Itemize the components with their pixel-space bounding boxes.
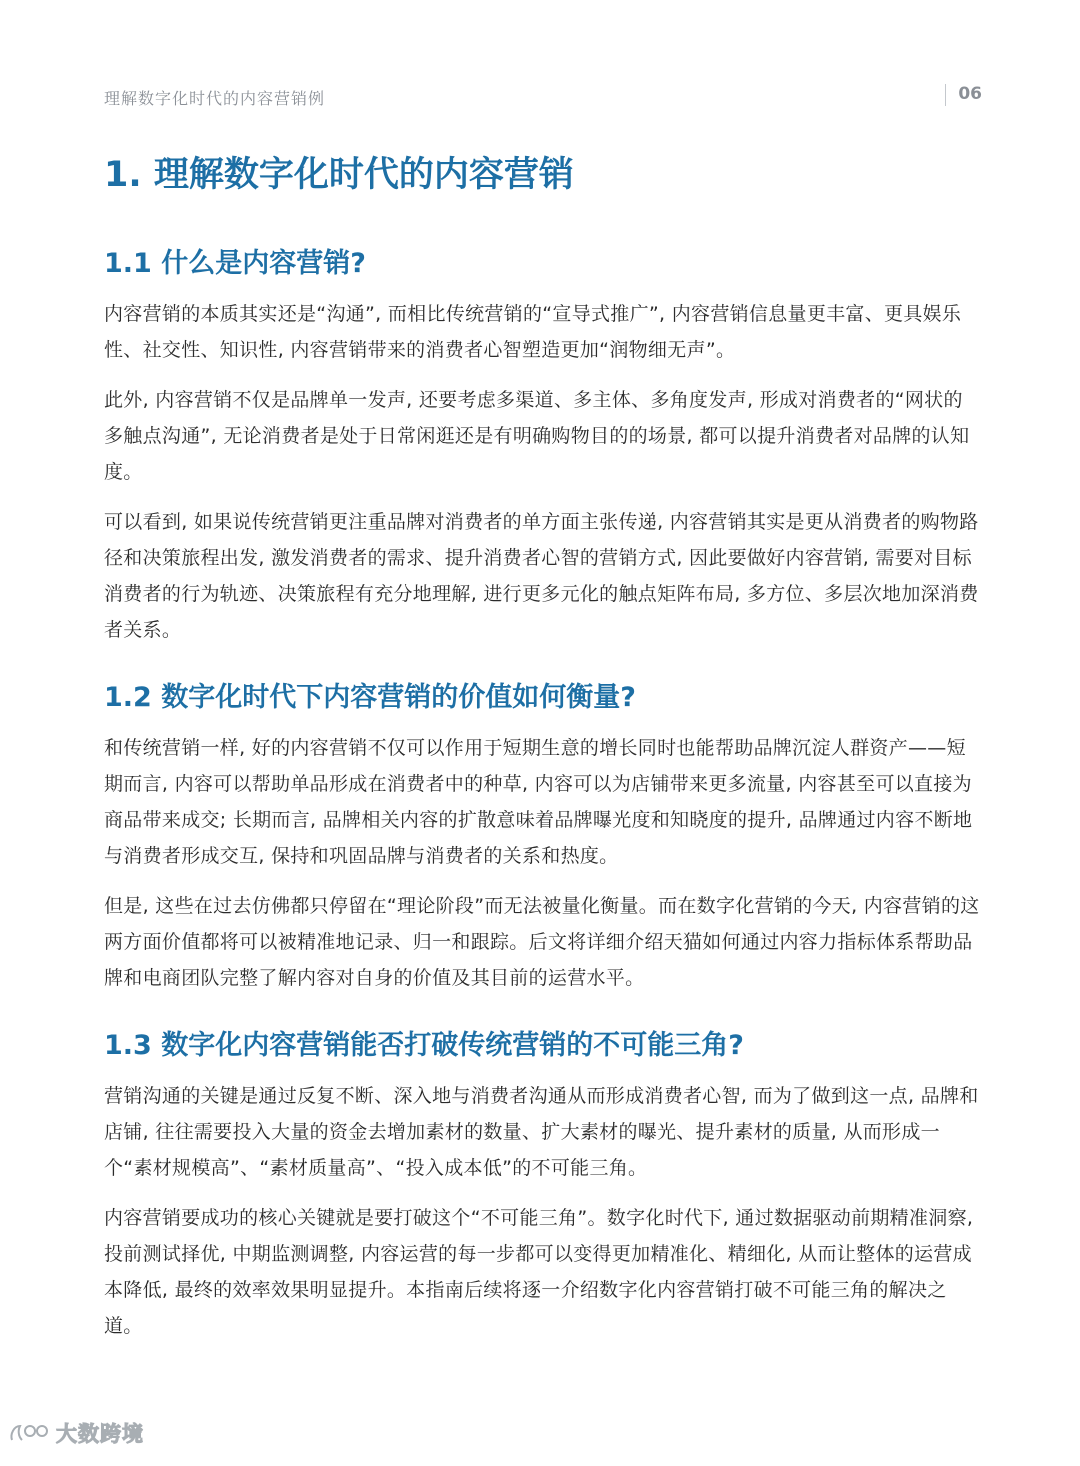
header-divider bbox=[945, 84, 946, 106]
section-heading: 1.3 数字化内容营销能否打破传统营销的不可能三角? bbox=[104, 1030, 744, 1061]
page-number: 06 bbox=[958, 84, 982, 104]
paragraph: 内容营销要成功的核心关键就是要打破这个“不可能三角”。数字化时代下, 通过数据驱动前期精准洞察, 投前测试择优, 中期监测调整, 内容运营的每一步都可以变得更加精准化、精细化, 从而让整体的运营成本降低, 最终的效率效果明显提升。本指南后续将逐一介绍数字化内容营销打破不可能三角的解决之道。 bbox=[104, 1207, 974, 1337]
section-heading: 1.2 数字化时代下内容营销的价值如何衡量? bbox=[104, 682, 636, 713]
section-1-1 bbox=[104, 244, 980, 648]
section-1-2 bbox=[104, 678, 980, 996]
paragraph: 此外, 内容营销不仅是品牌单一发声, 还要考虑多渠道、多主体、多角度发声, 形成对消费者的“网状的多触点沟通”, 无论消费者是处于日常闲逛还是有明确购物目的的场景, 都可以提升消费者对品牌的认知度。 bbox=[104, 389, 970, 483]
paragraph: 可以看到, 如果说传统营销更注重品牌对消费者的单方面主张传递, 内容营销其实是更从消费者的购物路径和决策旅程出发, 激发消费者的需求、提升消费者心智的营销方式, 因此要做好内容营销, 需要对目标消费者的行为轨迹、决策旅程有充分地理解, 进行更多元化的触点矩阵布局, 多方位、多层次地加深消费者关系。 bbox=[104, 511, 979, 641]
watermark bbox=[8, 1418, 144, 1448]
main-content bbox=[104, 150, 980, 1358]
paragraph: 但是, 这些在过去仿佛都只停留在“理论阶段”而无法被量化衡量。而在数字化营销的今天, 内容营销的这两方面价值都将可以被精准地记录、归一和跟踪。后文将详细介绍天猫如何通过内容力指标体系帮助品牌和电商团队完整了解内容对自身的价值及其目前的运营水平。 bbox=[104, 895, 980, 989]
watermark-text: 大数跨境 bbox=[56, 1422, 144, 1446]
section-heading: 1.1 什么是内容营销? bbox=[104, 248, 366, 279]
paragraph: 内容营销的本质其实还是“沟通”, 而相比传统营销的“宣导式推广”, 内容营销信息量更丰富、更具娱乐性、社交性、知识性, 内容营销带来的消费者心智塑造更加“润物细无声”。 bbox=[104, 303, 962, 361]
section-1-3 bbox=[104, 1026, 980, 1344]
chapter-title: 1. 理解数字化时代的内容营销 bbox=[104, 155, 574, 195]
paragraph: 和传统营销一样, 好的内容营销不仅可以作用于短期生意的增长同时也能帮助品牌沉淀人群资产——短期而言, 内容可以帮助单品形成在消费者中的种草, 内容可以为店铺带来更多流量, 内容甚至可以直接为商品带来成交; 长期而言, 品牌相关内容的扩散意味着品牌曝光度和知晓度的提升, 品牌通过内容不断地与消费者形成交互, 保持和巩固品牌与消费者的关系和热度。 bbox=[104, 737, 973, 867]
paragraph: 营销沟通的关键是通过反复不断、深入地与消费者沟通从而形成消费者心智, 而为了做到这一点, 品牌和店铺, 往往需要投入大量的资金去增加素材的数量、扩大素材的曝光、提升素材的质量, 从而形成一个“素材规模高”、“素材质量高”、“投入成本低”的不可能三角。 bbox=[104, 1085, 979, 1179]
running-header-title: 理解数字化时代的内容营销例 bbox=[104, 89, 326, 108]
page-header bbox=[104, 82, 982, 112]
watermark-logo-icon bbox=[8, 1420, 52, 1446]
